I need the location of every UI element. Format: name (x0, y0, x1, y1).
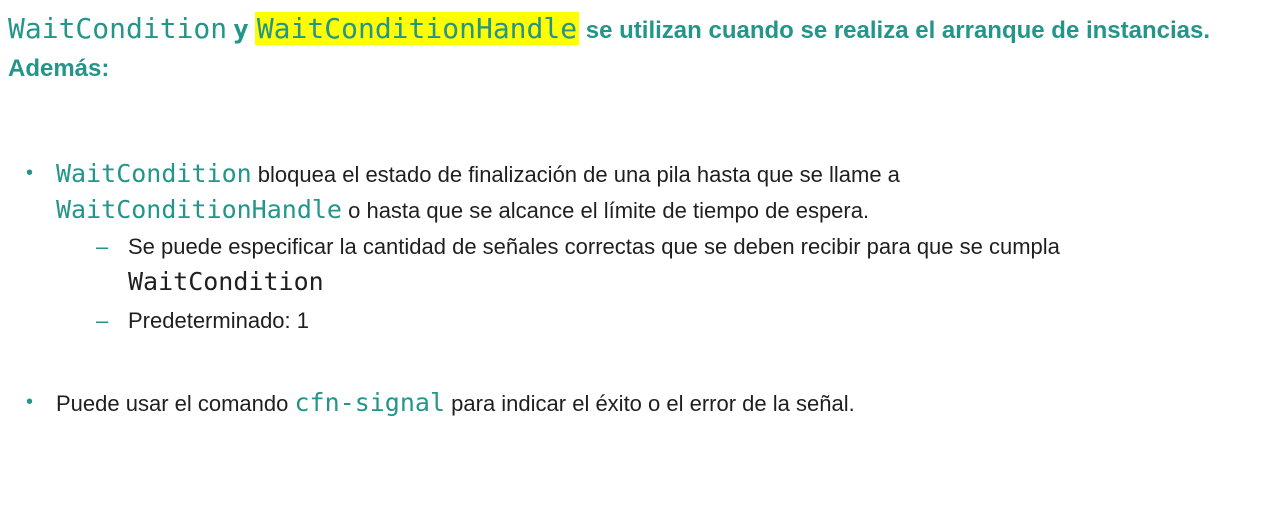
heading-connector: y (233, 15, 249, 45)
bullet-marker: • (26, 162, 34, 184)
bullet-text (56, 156, 1236, 228)
bullet-text-part-1: bloquea el estado de finalización de una pila hasta que se llame a (257, 162, 900, 187)
bullet-text-part-2: o hasta que se alcance el límite de tiempo de espera. (348, 198, 870, 223)
bullet-code-waitcondition: WaitCondition (56, 159, 252, 188)
slide-heading (8, 10, 1248, 88)
sub-bullet-text-part: Predeterminado: 1 (128, 308, 309, 333)
sub-bullet-marker: – (96, 308, 109, 333)
sub-bullet-text-part: Se puede especificar la cantidad de señales correctas que se deben recibir para que se cumpla (128, 234, 1060, 259)
bullet-marker: • (26, 391, 34, 413)
heading-code-waitcondition: WaitCondition (8, 12, 228, 45)
bullet-code-cfn-signal: cfn-signal (294, 388, 446, 417)
bullet-text-part-2: para indicar el éxito o el error de la señal. (451, 391, 855, 416)
bullet-code-waitconditionhandle: WaitConditionHandle (56, 195, 342, 224)
sub-bullet-text (128, 229, 1238, 300)
sub-bullet-marker: – (96, 234, 109, 259)
heading-code-waitconditionhandle: WaitConditionHandle (256, 12, 578, 45)
bullet-text (56, 385, 1236, 421)
sub-bullet-text (128, 303, 1238, 338)
bullet-text-part-1: Puede usar el comando (56, 391, 289, 416)
sub-bullet-code-waitcondition: WaitCondition (128, 267, 324, 296)
heading-text: se utilizan cuando se realiza el arranque de instancias. Además: (8, 17, 1211, 82)
